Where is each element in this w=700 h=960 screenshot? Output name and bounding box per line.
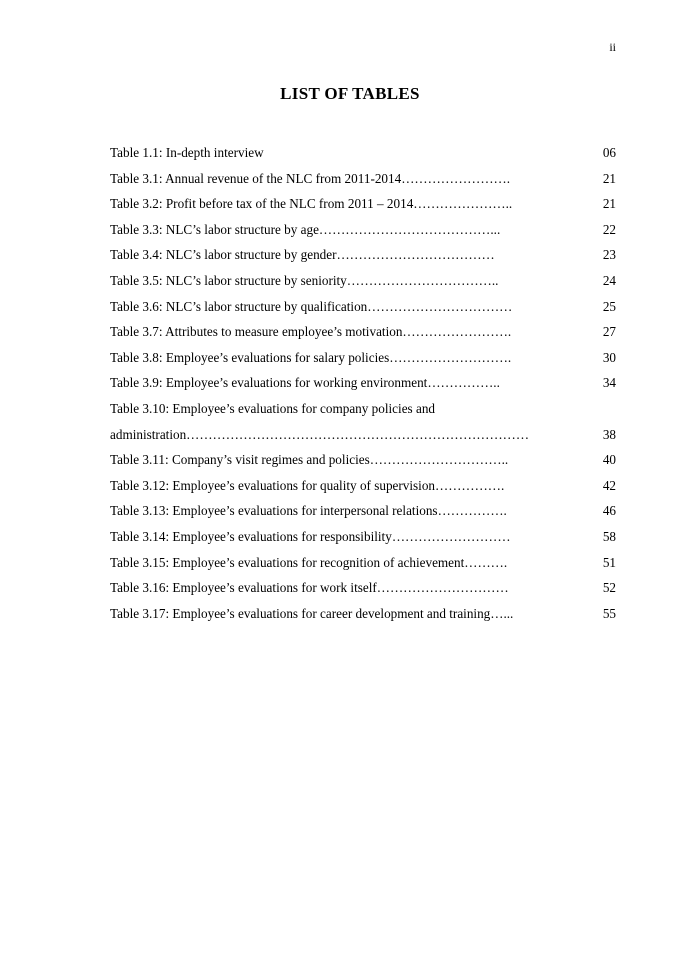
toc-row (110, 555, 616, 581)
toc-entry-page: 24 (602, 272, 616, 288)
toc-entry-page: 55 (602, 605, 616, 621)
toc-entry-page: 58 (602, 528, 616, 544)
toc-entry-page: 42 (602, 477, 616, 493)
toc-row (110, 375, 616, 401)
toc-row (110, 145, 616, 171)
toc-row (110, 580, 616, 606)
toc-entry-page: 21 (602, 170, 616, 186)
toc-entry-label: Table 3.4: NLC’s labor structure by gender……………………………… (110, 247, 495, 263)
toc-row (110, 273, 616, 299)
toc-entry-label: Table 3.15: Employee’s evaluations for recognition of achievement………. (110, 554, 508, 570)
toc-row (110, 427, 616, 453)
toc-row (110, 247, 616, 273)
toc-entry-page: 40 (602, 452, 616, 468)
toc-row (110, 171, 616, 197)
toc-entry-page: 06 (602, 145, 616, 160)
toc-entry-label: Table 3.14: Employee’s evaluations for responsibility……………………… (110, 528, 511, 544)
toc-entry-label: Table 3.6: NLC’s labor structure by qualification…………………………… (110, 298, 513, 314)
toc-entry-page: 21 (602, 196, 616, 212)
toc-entry-page: 46 (602, 503, 616, 519)
toc-entry-page: 23 (602, 247, 616, 263)
toc-entry-page: 27 (602, 324, 616, 340)
toc-entry-label: Table 3.5: NLC’s labor structure by seniority…………………………….. (110, 272, 499, 288)
toc-row (110, 452, 616, 478)
toc-entry-label: Table 3.11: Company’s visit regimes and policies………………………….. (110, 452, 509, 468)
page-number: ii (609, 40, 616, 54)
toc-row (110, 401, 616, 427)
toc-entry-label: Table 3.1: Annual revenue of the NLC from 2011-2014……………………. (110, 170, 511, 186)
toc-row (110, 529, 616, 555)
toc-row (110, 503, 616, 529)
toc-entry-label: administration…………………………………………………………………… (110, 426, 530, 442)
toc-entry-label: Table 3.10: Employee’s evaluations for company policies and (110, 400, 436, 416)
toc-row (110, 606, 616, 632)
toc-row (110, 222, 616, 248)
toc-entry-label: Table 3.7: Attributes to measure employee’s motivation……………………. (110, 324, 512, 340)
toc-entry-page: 22 (602, 221, 616, 237)
toc-row (110, 299, 616, 325)
page-title: LIST OF TABLES (280, 84, 420, 103)
toc-entry-page: 30 (602, 349, 616, 365)
list-of-tables (110, 145, 616, 631)
toc-entry-page: 51 (602, 554, 616, 570)
toc-row (110, 324, 616, 350)
toc-entry-label: Table 3.17: Employee’s evaluations for career development and training…... (110, 605, 514, 621)
toc-entry-label: Table 3.13: Employee’s evaluations for interpersonal relations……………. (110, 503, 507, 519)
toc-entry-label: Table 3.3: NLC’s labor structure by age…………………………………... (110, 221, 501, 237)
toc-entry-label: Table 3.2: Profit before tax of the NLC from 2011 – 2014………………….. (110, 196, 513, 212)
toc-entry-label: Table 3.8: Employee’s evaluations for salary policies………………………. (110, 349, 512, 365)
toc-entry-label: Table 3.12: Employee’s evaluations for quality of supervision……………. (110, 477, 505, 493)
toc-entry-label: Table 3.16: Employee’s evaluations for work itself………………………… (110, 580, 509, 596)
toc-row (110, 478, 616, 504)
toc-row (110, 350, 616, 376)
toc-entry-label: Table 1.1: In-depth interview (110, 145, 264, 160)
toc-entry-page: 25 (602, 298, 616, 314)
toc-entry-page: 34 (602, 375, 616, 391)
toc-entry-page: 52 (602, 580, 616, 596)
toc-entry-label: Table 3.9: Employee’s evaluations for working environment…………….. (110, 375, 500, 391)
toc-entry-page: 38 (602, 426, 616, 442)
toc-row (110, 196, 616, 222)
